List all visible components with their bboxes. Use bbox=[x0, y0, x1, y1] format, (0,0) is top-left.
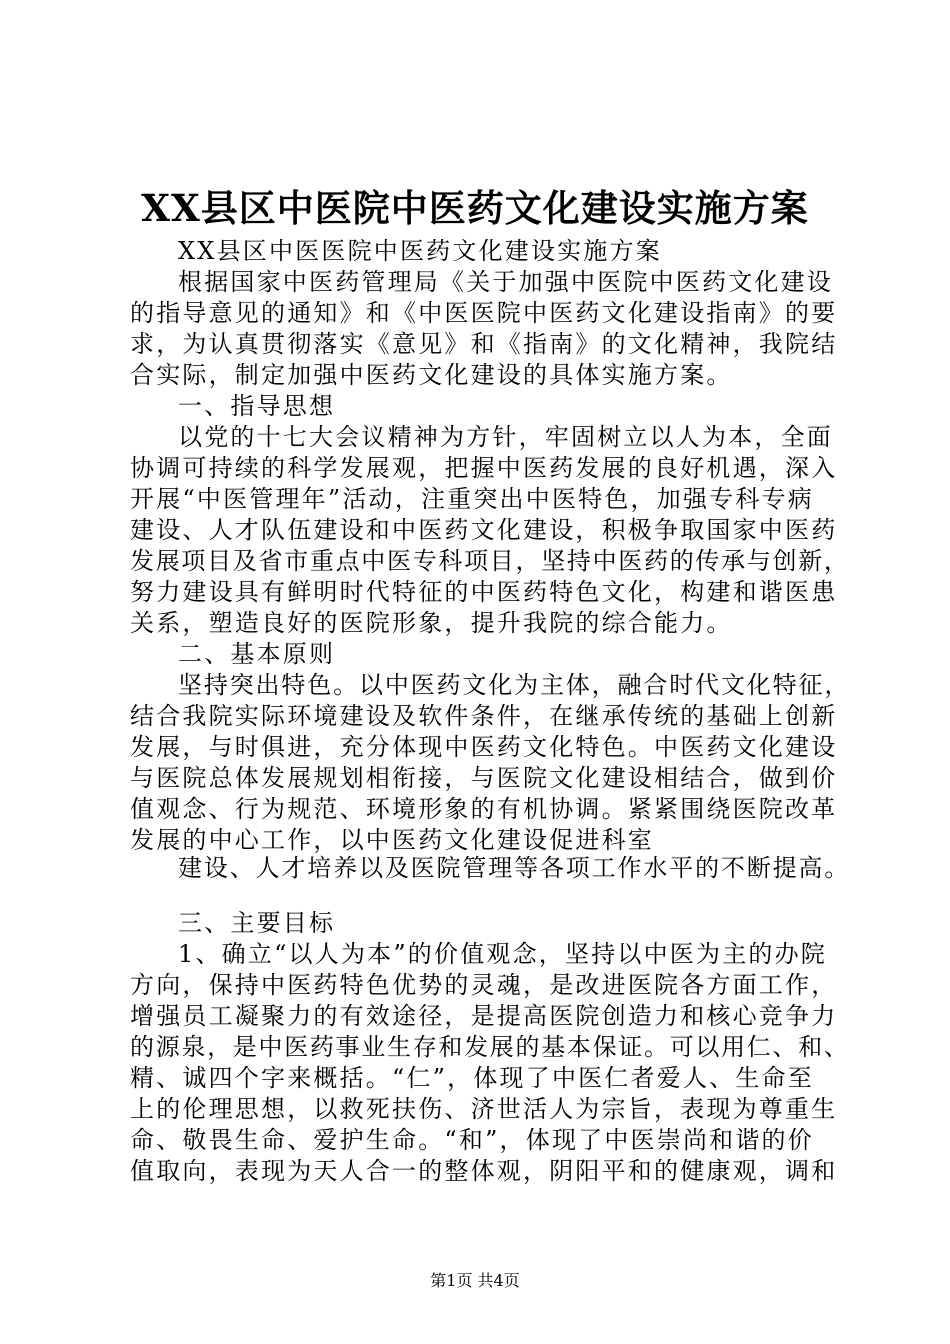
text-line: 求，为认真贯彻落实《意见》和《指南》的文化精神，我院结 bbox=[130, 330, 838, 358]
text-line: 关系，塑造良好的医院形象，提升我院的综合能力。 bbox=[130, 609, 733, 637]
page-title: XX县区中医院中医药文化建设实施方案 bbox=[141, 186, 809, 230]
text-line: 值观念、行为规范、环境形象的有机协调。紧紧围绕医院改革 bbox=[130, 795, 838, 823]
text-line: 与医院总体发展规划相衔接，与医院文化建设相结合，做到价 bbox=[130, 764, 838, 792]
text-line: 以党的十七大会议精神为方针，牢固树立以人为本，全面 bbox=[178, 423, 833, 451]
text-line: 合实际，制定加强中医药文化建设的具体实施方案。 bbox=[130, 361, 733, 389]
text-line: 发展项目及省市重点中医专科项目，坚持中医药的传承与创新， bbox=[130, 547, 850, 575]
text-line: 1、确立“以人为本”的价值观念，坚持以中医为主的办院 bbox=[178, 940, 828, 968]
text-line: 的指导意见的通知》和《中医医院中医药文化建设指南》的要 bbox=[130, 299, 838, 327]
text-line: 建设、人才培养以及医院管理等各项工作水平的不断提高。 bbox=[178, 854, 851, 882]
text-line: 坚持突出特色。以中医药文化为主体，融合时代文化特征， bbox=[178, 671, 851, 699]
text-line: 一、指导思想 bbox=[178, 392, 336, 420]
text-line: 开展“中医管理年”活动，注重突出中医特色，加强专科专病 bbox=[130, 485, 814, 513]
page-number: 第1页 共4页 bbox=[430, 1271, 520, 1290]
text-line: 值取向，表现为天人合一的整体观，阴阳平和的健康观，调和 bbox=[130, 1157, 838, 1185]
text-line: 根据国家中医药管理局《关于加强中医院中医药文化建设 bbox=[178, 268, 833, 296]
text-line: 命、敬畏生命、爱护生命。“和”，体现了中医崇尚和谐的价 bbox=[130, 1126, 814, 1154]
text-line: 发展，与时俱进，充分体现中医药文化特色。中医药文化建设 bbox=[130, 733, 838, 761]
text-line: 上的伦理思想，以救死扶伤、济世活人为宗旨，表现为尊重生 bbox=[130, 1095, 838, 1123]
text-line: 协调可持续的科学发展观，把握中医药发展的良好机遇，深入 bbox=[130, 454, 838, 482]
text-line: 三、主要目标 bbox=[178, 909, 336, 937]
text-line: 增强员工凝聚力的有效途径，是提高医院创造力和核心竞争力 bbox=[130, 1002, 838, 1030]
text-line: 精、诚四个字来概括。“仁”，体现了中医仁者爱人、生命至 bbox=[130, 1064, 814, 1092]
text-line: 努力建设具有鲜明时代特征的中医药特色文化，构建和谐医患 bbox=[130, 578, 838, 606]
text-line: 二、基本原则 bbox=[178, 640, 336, 668]
text-line: XX县区中医医院中医药文化建设实施方案 bbox=[178, 237, 662, 265]
text-line: 的源泉，是中医药事业生存和发展的基本保证。可以用仁、和、 bbox=[130, 1033, 850, 1061]
text-line: 发展的中心工作，以中医药文化建设促进科室 bbox=[130, 826, 654, 854]
text-line: 建设、人才队伍建设和中医药文化建设，积极争取国家中医药 bbox=[130, 516, 838, 544]
text-line: 方向，保持中医药特色优势的灵魂，是改进医院各方面工作， bbox=[130, 971, 838, 999]
text-line: 结合我院实际环境建设及软件条件，在继承传统的基础上创新 bbox=[130, 702, 838, 730]
